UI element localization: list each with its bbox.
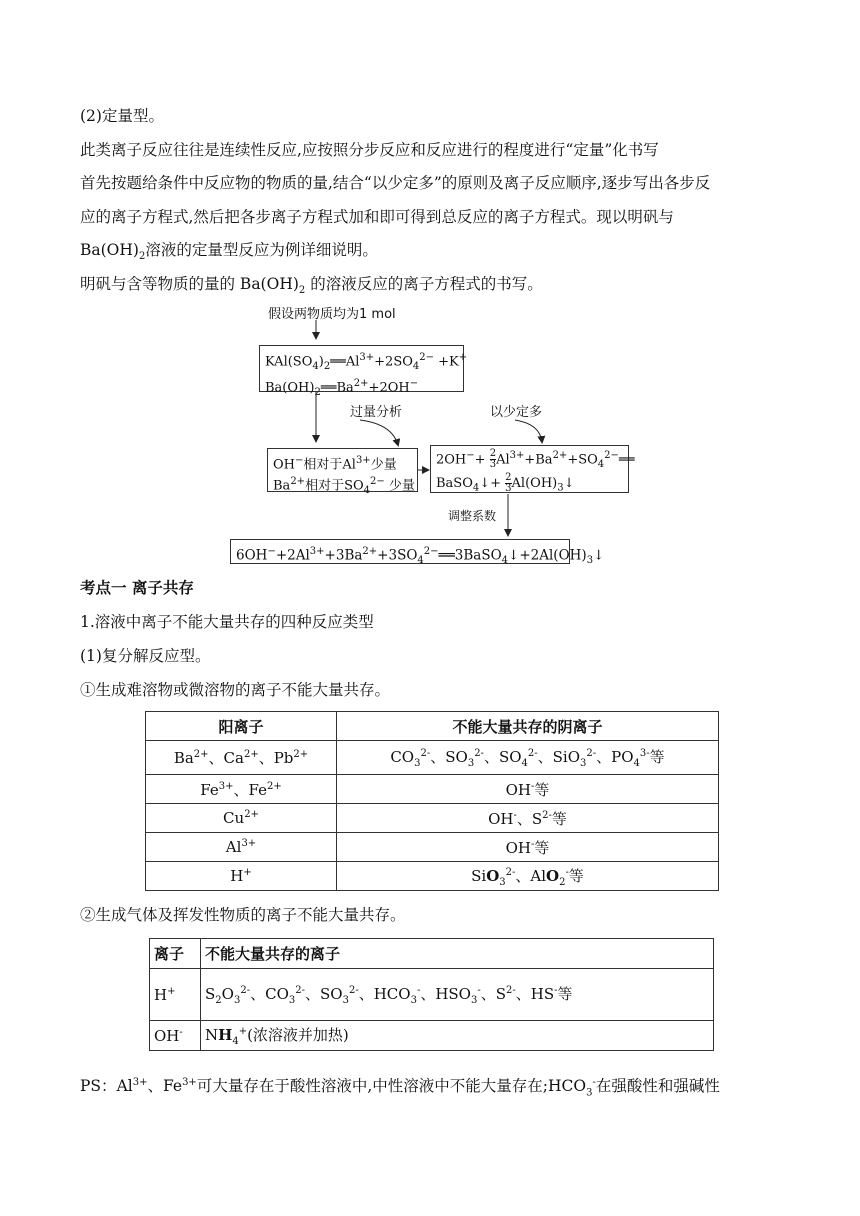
flow-label-less: 以少定多	[490, 405, 543, 420]
table-row: OH- $NH_4^+$(浓溶液并加热)	[150, 1021, 714, 1051]
subheading-precipitate: ①生成难溶物或微溶物的离子不能大量共存。	[80, 681, 391, 699]
table-row: H+ $S_2O_3^{2-}$、$CO_3^{2-}$、$SO_3^{2-}$、$HCO_3^-$、$HSO_3^-$、$S^{2-}$、HS-等	[150, 969, 714, 1021]
table-row: $Fe^{3+}$、$Fe^{2+}$ OH-等	[146, 775, 719, 804]
subheading-gas: ②生成气体及挥发性物质的离子不能大量共存。	[80, 906, 406, 924]
table1-header-cation: 阳离子	[146, 712, 337, 741]
section-title: 考点一 离子共存	[80, 579, 194, 597]
table2-header-ion: 离子	[150, 939, 201, 969]
flow-box-partial-eq: 2OH−+ $\frac{2}{3}$ $Al^{3+}+Ba^{2+}+SO_4^{2-}══$ BaSO$_4$↓+ $\frac{2}{3}$ $Al(OH)_3↓$	[430, 445, 629, 493]
para-step2: 应的离子方程式,然后把各步离子方程式加和即可得到总反应的离子方程式。现以明矾与	[80, 208, 674, 226]
ps-note: PS：$Al^{3+}$、$Fe^{3+}$可大量存在于酸性溶液中,中性溶液中不能大量存在$;HCO_3^-$在强酸性和强碱性	[80, 1077, 720, 1099]
table-row: $Ba^{2+}$、$Ca^{2+}$、$Pb^{2+}$ $CO_3^{2-}$、$SO_3^{2-}$、$SO_4^{2-}$、SiO$_3^{2-}$、$PO_4^{3-}$等	[146, 741, 719, 775]
table1-header-anion: 不能大量共存的阴离子	[337, 712, 719, 741]
table-gas	[149, 938, 714, 1051]
flow-box-dissociation: $KAl(SO_4)_2══Al^{3+}+2SO_4^{2-} +K^+$ $Ba(OH)_2══Ba^{2+}+2OH^-$	[259, 345, 464, 392]
flow-label-assume: 假设两物质均为1 mol	[268, 307, 396, 322]
para-quant-type: (2)定量型。	[80, 107, 164, 125]
para-continuous: 此类离子反应往往是连续性反应,应按照分步反应和反应进行的程度进行“定量”化书写	[80, 141, 659, 159]
flow-label-excess: 过量分析	[350, 405, 403, 420]
table2-header-incompatible: 不能大量共存的离子	[201, 939, 714, 969]
para-alum-example: 明矾与含等物质的量的 $Ba(OH)_2$ 的溶液反应的离子方程式的书写。	[80, 275, 543, 297]
para-step3: $Ba(OH)_2$溶液的定量型反应为例详细说明。	[80, 241, 378, 263]
flow-box-analysis: OH−相对于$Al^{3+}$少量 $Ba^{2+}$相对于$SO_4^{2-}$ 少量	[267, 448, 418, 492]
table-precipitate	[145, 711, 719, 891]
para-step1: 首先按题给条件中反应物的物质的量,结合“以少定多”的原则及离子反应顺序,逐步写出各步反	[80, 174, 711, 192]
subheading-four-types: 1.溶液中离子不能大量共存的四种反应类型	[80, 613, 374, 631]
flowchart-arrows	[0, 0, 860, 580]
table-row: H+ SiO$_3^{2-}$、AlO$_2$-等	[146, 862, 719, 891]
table-row: $Al^{3+}$ OH-等	[146, 833, 719, 862]
flow-label-adjust: 调整系数	[448, 509, 497, 523]
subheading-metathesis: (1)复分解反应型。	[80, 647, 211, 665]
flow-box-final-eq: $6OH^-+2Al^{3+}+3Ba^{2+}+3SO_4^{2-}══3BaSO_4↓+2Al(OH)_3↓$	[230, 539, 570, 564]
table-row: $Cu^{2+}$ OH-、$S^{2-}$等	[146, 804, 719, 833]
